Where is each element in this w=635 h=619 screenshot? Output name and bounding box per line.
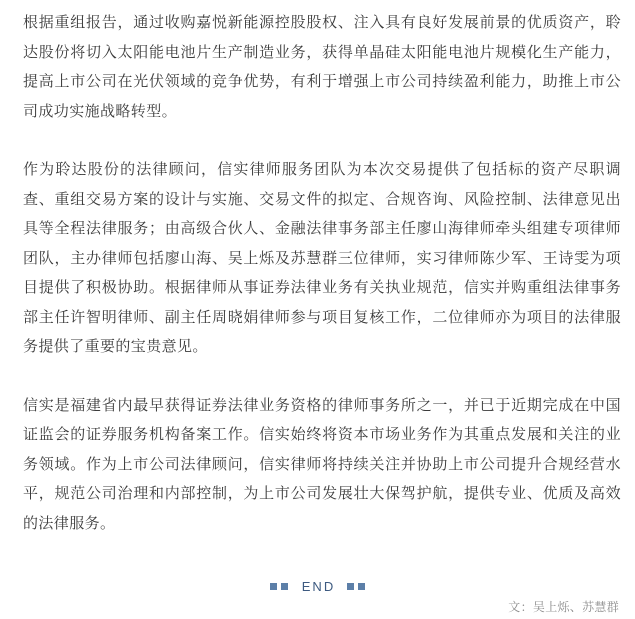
end-square-icon	[347, 583, 354, 590]
paragraph-firm-profile: 信实是福建省内最早获得证券法律业务资格的律师事务所之一，并已于近期完成在中国证监会的证券服务机构备案工作。信实始终将资本市场业务作为其重点发展和关注的业务领域。作为上市公司法律顾问，信实律师将持续关注并协助上市公司提升合规经营水平，规范公司治理和内部控制，为上市公司发展壮大保驾护航，提供专业、优质及高效的法律服务。	[23, 395, 621, 532]
end-square-icon	[281, 583, 288, 590]
author-byline: 文：吴上烁、苏慧群	[508, 600, 619, 614]
article-body	[23, 8, 621, 538]
paragraph-restructuring: 根据重组报告，通过收购嘉悦新能源控股股权、注入具有良好发展前景的优质资产，聆达股份将切入太阳能电池片生产制造业务，获得单晶硅太阳能电池片规模化生产能力，提高上市公司在光伏领域的竞争优势，有利于增强上市公司持续盈利能力，助推上市公司成功实施战略转型。	[23, 13, 621, 120]
end-square-icon	[358, 583, 365, 590]
end-marker	[0, 577, 635, 595]
end-square-icon	[270, 583, 277, 590]
end-label: END	[301, 578, 336, 594]
paragraph-legal-counsel: 作为聆达股份的法律顾问，信实律师服务团队为本次交易提供了包括标的资产尽职调查、重组交易方案的设计与实施、交易文件的拟定、合规咨询、风险控制、法律意见出具等全程法律服务；由高级合伙人、金融法律事务部主任廖山海律师牵头组建专项律师团队，主办律师包括廖山海、吴上烁及苏慧群三位律师，实习律师陈少军、王诗雯为项目提供了积极协助。根据律师从事证券法律业务有关执业规范，信实并购重组法律事务部主任许智明律师、副主任周晓娟律师参与项目复核工作，二位律师亦为项目的法律服务提供了重要的宝贵意见。	[23, 160, 621, 355]
